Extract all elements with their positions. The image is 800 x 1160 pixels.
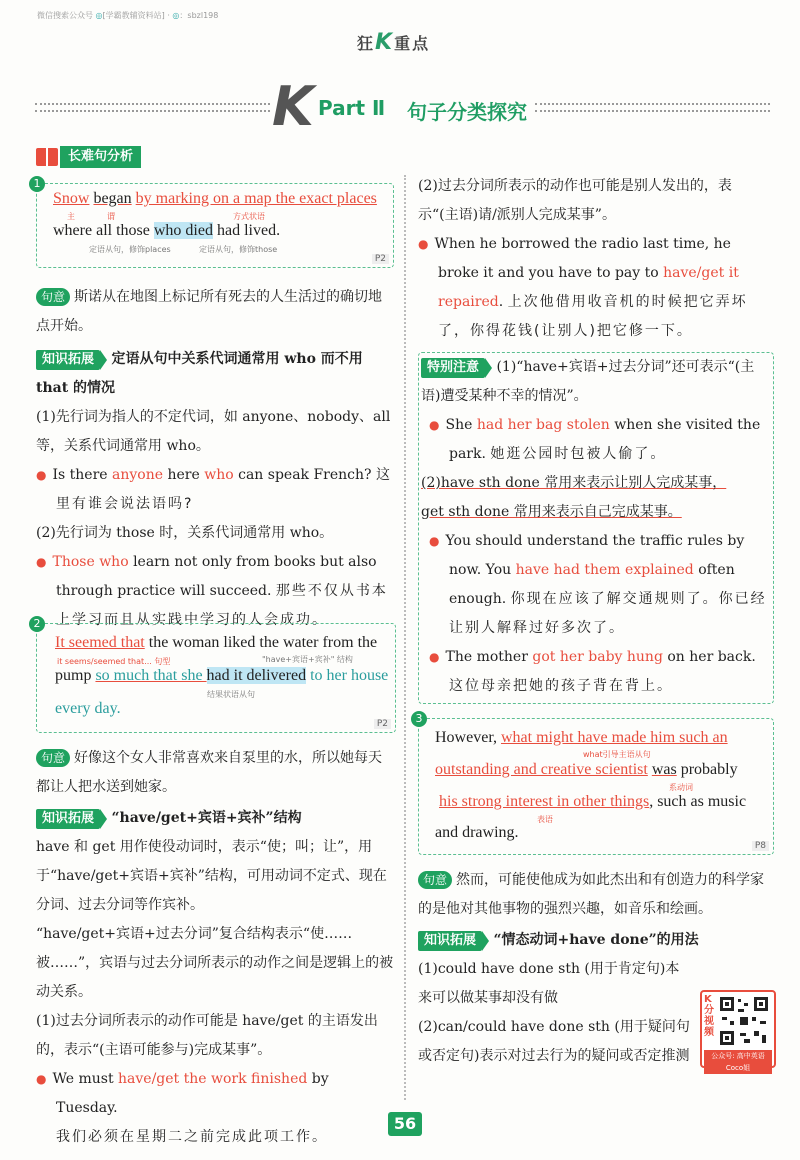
- special-note-box: [418, 352, 774, 704]
- box2-line2: pump so much that she had it delivered to her house: [55, 667, 389, 684]
- knowledge-3: 知识拓展 “情态动词+have done”的用法: [418, 926, 773, 955]
- annotation: "have+宾语+宾补" 结构: [262, 655, 353, 664]
- box-number: 3: [411, 711, 427, 727]
- annotation: 谓: [107, 212, 115, 221]
- example-4: ● When he borrowed the radio last time, he broke it and you have to pay to have/get it repaired. 上次他借用收音机的时候把它弄坏了，你得花钱(让别人)把它修一下。: [418, 236, 748, 339]
- sentence-box-2: [33, 617, 396, 733]
- annotation: 系动词: [669, 783, 693, 792]
- paragraph: (2)can/could have done sth (用于疑问句或否定句)表示对过去行为的疑问或否定推测: [418, 1019, 690, 1064]
- special-note-content: 特别注意 (1)“have+宾语+过去分词”还可表示“(主语)遭受某种不幸的情况”。 ● She had her bag stolen when she visited the park. 她逛公园时包被人偷了。 (2)have sth done 常用来表示让别人完成某事， get sth done 常用来表示自己完成某事。 ● You should understand the traffic rules by now. You have had them explained often enough. 你现在应该了解交通规则了。你已经让别人解释过好多次了。 ● The mother got her baby hung on her back. 这位母亲把她的孩子背在背上。: [421, 353, 767, 701]
- qr-code-panel[interactable]: [700, 990, 776, 1072]
- yiyi-badge: 句意: [36, 288, 70, 306]
- box1-line1: Snow began by marking on a map the exact places: [53, 190, 377, 207]
- translation-1: 句意 斯诺从在地图上标记所有死去的人生活过的确切地点开始。: [36, 289, 383, 334]
- qr-label: K分视频: [704, 994, 714, 1038]
- annotation: 定语从句，修饰those: [199, 245, 278, 254]
- part-title: 句子分类探究: [407, 100, 527, 124]
- box3-line2: outstanding and creative scientist was probably: [435, 761, 738, 778]
- annotation: it seems/seemed that... 句型: [57, 657, 171, 666]
- example-7: ● The mother got her baby hung on her back. 这位母亲把她的孩子背在背上。: [429, 649, 756, 694]
- qr-caption: 公众号: 高中英语Coco姐: [704, 1050, 772, 1074]
- example-5: ● She had her bag stolen when she visited the park. 她逛公园时包被人偷了。: [429, 417, 761, 462]
- box3-line3: his strong interest in other things, such as music: [439, 793, 747, 810]
- translation-3: 句意 然而，可能使他成为如此杰出和有创造力的科学家的是他对其他事物的强烈兴趣，如音乐和绘画。: [418, 872, 765, 917]
- part-divider-left-2: [35, 110, 270, 112]
- box2-line1: It seemed that the woman liked the water from the: [55, 634, 378, 651]
- sentence-box-1: [33, 177, 394, 268]
- left-column-1: [36, 283, 394, 635]
- paragraph: (1)先行词为指人的不定代词，如 anyone、nobody、all 等，关系代词通常用 who。: [36, 409, 391, 454]
- yiyi-badge: 句意: [418, 871, 452, 889]
- box3-line4: and drawing.: [435, 824, 519, 841]
- knowledge-tag: 知识拓展: [36, 350, 100, 370]
- knowledge-tag: 知识拓展: [36, 809, 100, 829]
- annotation: what引导主语从句: [583, 750, 651, 759]
- paragraph: (1)过去分词所表示的动作可能是 have/get 的主语发出的，表示“(主语可能参与)完成某事”。: [36, 1013, 378, 1058]
- section-header: [36, 146, 141, 168]
- page-ref: P2: [374, 719, 391, 729]
- paragraph: “have/get+宾语+过去分词”复合结构表示“使……被……”，宾语与过去分词所表示的动作之间是逻辑上的被动关系。: [36, 926, 394, 1000]
- page-ref: P8: [752, 841, 769, 851]
- knowledge-tag: 知识拓展: [418, 931, 482, 951]
- annotation: 方式状语: [233, 212, 265, 221]
- paragraph: (2)先行词为 those 时，关系代词通常用 who。: [36, 525, 334, 541]
- yiyi-badge: 句意: [36, 749, 70, 767]
- annotation: 主: [67, 212, 75, 221]
- left-column-2: [36, 744, 394, 1152]
- paragraph: have 和 get 用作使役动词时，表示“使；叫；让”，用于“have/get+宾语+宾补”结构，可用动词不定式、现在分词、过去分词等作宾补。: [36, 839, 387, 913]
- example-3: ● We must have/get the work finished by Tuesday. 我们必须在星期二之前完成此项工作。: [36, 1071, 329, 1145]
- translation-2: 句意 好像这个女人非常喜欢来自泵里的水，所以她每天都让人把水送到她家。: [36, 750, 383, 795]
- paragraph: (2)过去分词所表示的动作也可能是别人发出的，表示“(主语)请/派别人完成某事”。: [418, 178, 732, 223]
- column-divider: [404, 175, 406, 1100]
- part-divider-right: [535, 103, 770, 105]
- brand-header: 狂K重点: [357, 30, 431, 55]
- qr-code-icon: [718, 995, 770, 1047]
- special-tag: 特别注意: [421, 358, 485, 378]
- top-note: 微信搜索公众号 ◎[学霸教辅资料站] · ◎：sbzl198: [37, 11, 219, 20]
- sentence-box-3: [415, 712, 774, 855]
- knowledge-2: 知识拓展 “have/get+宾语+宾补”结构: [36, 804, 394, 833]
- annotation: 表语: [537, 815, 553, 824]
- page-ref: P2: [372, 254, 389, 264]
- example-2: ● Those who learn not only from books but also through practice will succeed. 那些不仅从书本上学习而且从实践中学习的人会成功。: [36, 554, 388, 628]
- book-icon: [36, 148, 58, 166]
- right-column-1: [418, 172, 770, 346]
- box-number: 1: [29, 176, 45, 192]
- section-label: 长难句分析: [60, 146, 141, 168]
- example-6: ● You should understand the traffic rules by now. You have had them explained often enough. 你现在应该了解交通规则了。你已经让别人解释过好多次了。: [429, 533, 767, 636]
- part-label: Part Ⅱ: [318, 96, 386, 120]
- example-1: ● Is there anyone here who can speak French? 这里有谁会说法语吗?: [36, 467, 392, 512]
- box3-line1: However, what might have made him such an: [435, 729, 728, 746]
- part-divider-left: [35, 103, 270, 105]
- part-divider-right-2: [535, 110, 770, 112]
- box-number: 2: [29, 616, 45, 632]
- annotation: 结果状语从句: [207, 690, 255, 699]
- box2-line3: every day.: [55, 700, 121, 717]
- part-k-logo: K: [272, 75, 314, 138]
- paragraph: (1)could have done sth (用于肯定句)本来可以做某事却没有做: [418, 961, 680, 1006]
- box1-line2: where all those who died had lived.: [53, 222, 281, 239]
- annotation: 定语从句，修饰places: [89, 245, 171, 254]
- knowledge-1: 知识拓展 定语从句中关系代词通常用 who 而不用 that 的情况: [36, 351, 363, 396]
- page-number: 56: [388, 1112, 422, 1136]
